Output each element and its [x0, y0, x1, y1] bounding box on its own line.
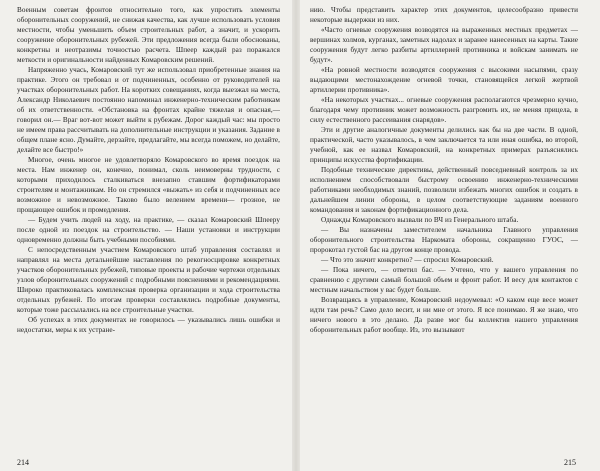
right-paragraph: Эти и другие аналогичные документы делились как бы на две части. В одной, практической, часто указывалось, в чем заключается та или иная ошибка, во второй, учебной, как ее назвал Комаровский, на конкретных примерах разъяснялись принципы искусства фортификации. [310, 126, 578, 164]
left-paragraph: — Будем учить людей на ходу, на практике, — сказал Комаровский Шпееру после одной из поездок на строительство. — Наши установки и инструкции одновременно должны быть учебными пособиями. [17, 216, 280, 244]
right-paragraph: — Вы назначены заместителем начальника Главного управления оборонительного строительства Наркомата обороны, сокращенно ГУОС, — пророкотал густой бас на другом конце провода. [310, 226, 578, 254]
right-paragraph: «Часто огневые сооружения возводятся на выраженных местных предметах — вершинах холмов, курганах, заметных надолах и заранее нанесенных на карты. Такие сооружения будут легко разбиты артиллерией противника и войскам занимать не будут». [310, 26, 578, 64]
right-paragraph: — Что это значит конкретно? — спросил Комаровский. [321, 256, 494, 264]
book-gutter [292, 0, 300, 471]
page-number-left: 214 [17, 458, 29, 467]
right-paragraph: Однажды Комаровского вызвали по ВЧ из Генерального штаба. [321, 216, 519, 224]
right-page [300, 0, 590, 471]
left-paragraph: Напряженно учась, Комаровский тут же использовал приобретенные знания на практике. Этого он требовал и от подчиненных, особенно от руководителей на участках оборонительных работ. На коротких совещаниях, когда выезжал на места, Александр Николаевич постоянно напоминал инженерно-техническим работникам об их ответственности. «Обстановка на фронтах крайне тяжелая и опасная,— говорил он.— Враг вот-вот может выйти к рубежам. Дорог каждый час: мы просто не имеем права рассчитывать на дополнительные инструкции и указания. Задание в общем плане ясно. Думайте, дерзайте, предлагайте, мы всегда поможем, но делайте, делайте все быстро!» [17, 66, 280, 154]
left-paragraph: Многое, очень многое не удовлетворяло Комаровского во время поездок на места. Нам инженер он, конечно, понимал, сколь неимоверны трудности, с которыми приходилось сталкиваться внезапно ставшим фортификаторами строителям и монтажникам. Но он стремился «выжать» из себя и подчиненных все возможное и невозможное. Таково было велением времени— грозное, не прощающее ошибок и промедления. [17, 156, 280, 214]
right-paragraph: Возвращаясь в управление, Комаровский недоумевал: «О каком еще весе может идти там речь? Само дело весит, и ни мне от этого. Я все понимаю. Я же знаю, что ничего нового в это делано. Да разве мог бы коллектив нашего управления оборонительных работ вообще. Из, это вызывают [310, 296, 578, 334]
right-paragraph: Подобные технические директивы, действенный повседневный контроль за их исполнением способствовали быстрому освоению инженерно-техническими работниками необходимых знаний, позволили избежать многих ошибок и создать в дальнейшем линии обороны, в целом соответствующие заданиям военного командования и законам фортификационного дела. [310, 166, 578, 214]
page-number-right: 215 [564, 458, 576, 467]
left-paragraph: С непосредственным участием Комаровского штаб управления составлял и направлял на места детальнейшие наставления по рекогносцировке конкретных участков оборонительных рубежей, типовые проекты и рабочие чертежи отдельных узлов оборонительных сооружений с подробными пояснениями и рекомендациями. Широко практиковалась комплексная проверка организации и хода строительства отдельных рубежей. По итогам проверки составлялись подробные документы, которые тоже рассылались на все строительные участки. [17, 246, 280, 314]
left-paragraph: Военным советам фронтов относительно того, как упростить элементы оборонительных сооружений, не снижая качества, как лучше использовать условия местности, чтобы уменьшить объем строительных работ, а значит, и ускорить сооружение оборонительных рубежей. Эти предложения всегда были обоснованы, конкретны и неотразимы точностью расчета. Шпеер каждый раз поражался меткости и оригинальности найденных Комаровским решений. [17, 6, 280, 64]
left-paragraph: Об успехах в этих документах не говорилось — указывались лишь ошибки и недостатки, меры к их устране- [17, 316, 280, 334]
right-paragraph: «На некоторых участках... огневые сооружения располагаются чрезмерно кучно, благодаря чему противник может возможность разгромить их, не меняя прицела, в силу естественного рассеивания снарядов». [310, 96, 578, 124]
right-paragraph: — Пока ничего, — ответил бас. — Учтено, что у вашего управления по сравнению с другими самый большой объем и фронт работ. И весу для контактов с местным начальством у вас будет больше. [310, 266, 578, 294]
right-paragraph: нию. Чтобы представить характер этих документов, целесообразно привести некоторые выдержки из них. [310, 6, 578, 24]
left-page [0, 0, 290, 471]
right-paragraph: «На ровной местности возводятся сооружения с высокими насыпями, сразу выдающими местонахождение огневой точки, становящейся легкой жертвой артиллерии противника». [310, 66, 578, 94]
